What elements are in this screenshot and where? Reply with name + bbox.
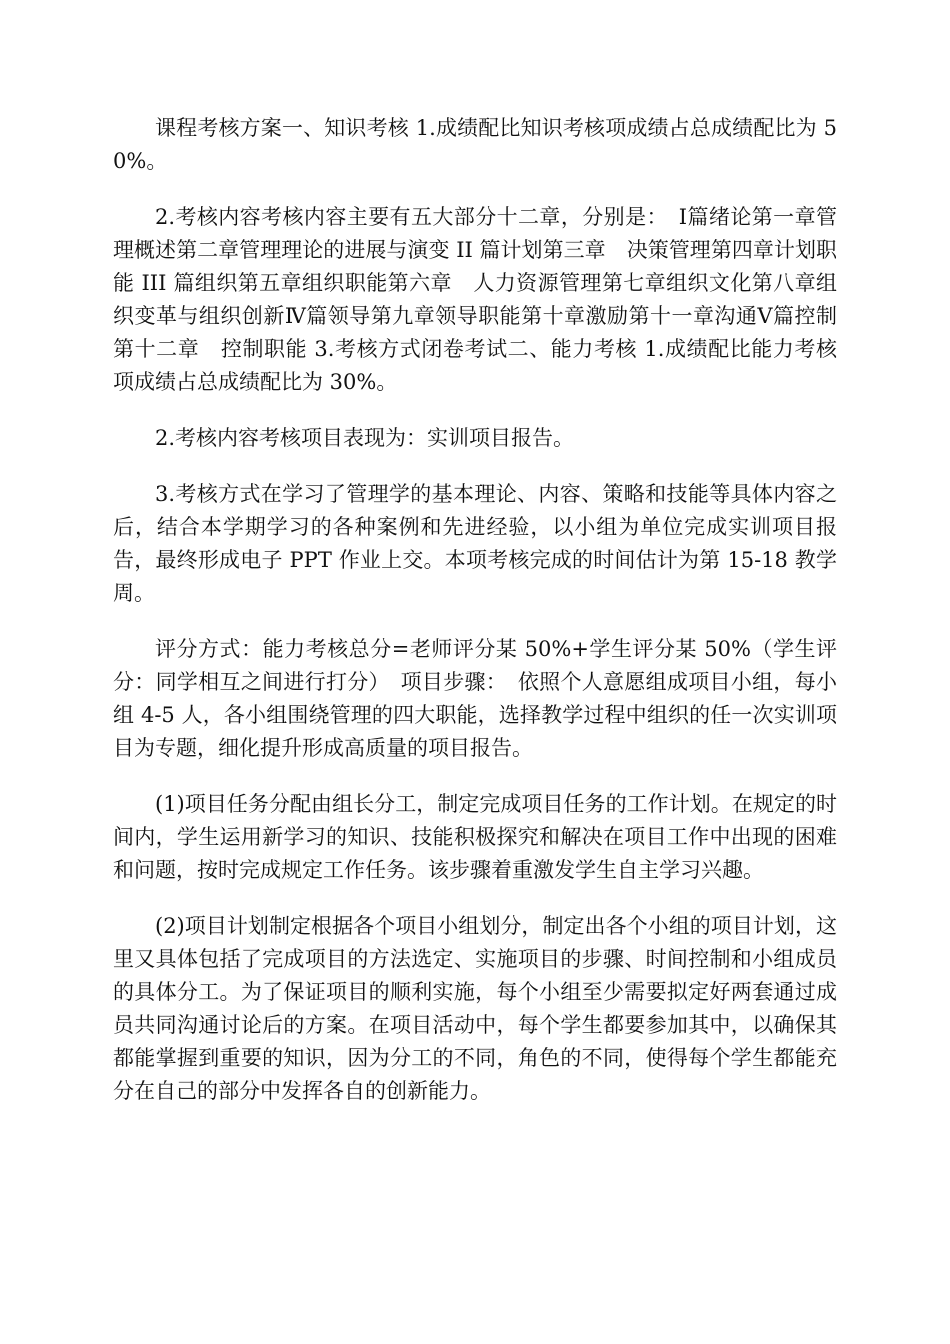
paragraph-project-plan: (2)项目计划制定根据各个项目小组划分，制定出各个小组的项目计划，这里又具体包括了完成项目的方法选定、实施项目的步骤、时间控制和小组成员的具体分工。为了保证项目的顺利实施，每个小组至少需要拟定好两套通过成员共同沟通讨论后的方案。在项目活动中，每个学生都要参加其中，以确保其都能掌握到重要的知识，因为分工的不同，角色的不同，使得每个学生都能充分在自己的部分中发挥各自的创新能力。 [113,914,837,1103]
paragraph-knowledge-assessment: 课程考核方案一、知识考核 1.成绩配比知识考核项成绩占总成绩配比为 50%。 [113,116,837,173]
paragraph-scoring-method: 评分方式：能力考核总分=老师评分某 50%+学生评分某 50%（学生评分：同学相互之间进行打分） 项目步骤： 依照个人意愿组成项目小组，每小组 4-5 人，各小组围绕管理的四大职能，选择教学过程中组织的任一次实训项目为专题，细化提升形成高质量的项目报告。 [113,637,837,760]
document-page [113,112,837,1131]
paragraph-ability-content: 2.考核内容考核项目表现为：实训项目报告。 [155,426,575,450]
paragraph-assessment-method: 3.考核方式在学习了管理学的基本理论、内容、策略和技能等具体内容之后，结合本学期学习的各种案例和先进经验，以小组为单位完成实训项目报告，最终形成电子 PPT 作业上交。本项考核完成的时间估计为第 15-18 教学周。 [113,482,837,605]
paragraph-assessment-content: 2.考核内容考核内容主要有五大部分十二章，分别是： Ⅰ篇绪论第一章管理概述第二章管理理论的进展与演变 II 篇计划第三章 决策管理第四章计划职能 III 篇组织第五章组织职能第六章 人力资源管理第七章组织文化第八章组织变革与组织创新Ⅳ篇领导第九章领导职能第十章激励第十一章沟通Ⅴ篇控制第十二章 控制职能 3.考核方式闭卷考试二、能力考核 1.成绩配比能力考核项成绩占总成绩配比为 30%。 [113,205,837,394]
paragraph-task-allocation: (1)项目任务分配由组长分工，制定完成项目任务的工作计划。在规定的时间内，学生运用新学习的知识、技能积极探究和解决在项目工作中出现的困难和问题，按时完成规定工作任务。该步骤着重激发学生自主学习兴趣。 [113,792,837,882]
